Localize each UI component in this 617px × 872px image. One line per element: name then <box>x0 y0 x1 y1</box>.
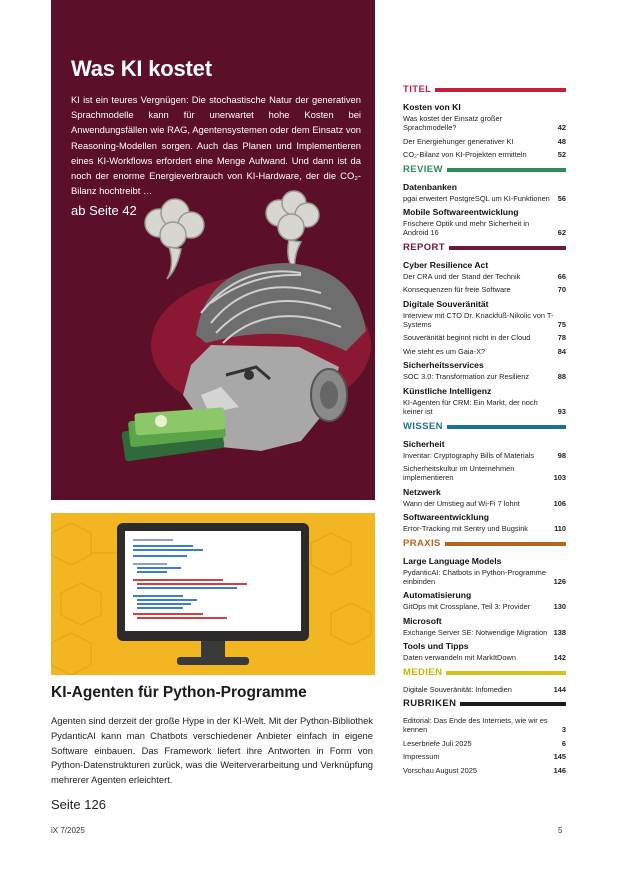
entry-title: Daten verwandeln mit MarkItDown <box>403 653 516 663</box>
toc-entry[interactable] <box>403 219 566 238</box>
entry-page: 84 <box>557 346 566 356</box>
entry-title: Frischere Optik und mehr Sicherheit in Android 16 <box>403 219 530 238</box>
entry-page: 110 <box>554 524 566 534</box>
toc-entry[interactable] <box>403 272 566 281</box>
toc-entry[interactable] <box>403 628 566 637</box>
toc-entry[interactable] <box>403 137 566 146</box>
entry-page: 52 <box>557 150 566 160</box>
toc-entry[interactable] <box>403 602 566 611</box>
article-title[interactable]: KI-Agenten für Python-Programme <box>51 684 307 701</box>
toc-entry[interactable] <box>403 739 566 748</box>
topic-title: Microsoft <box>403 615 442 626</box>
topic-title: Automatisierung <box>403 590 472 601</box>
entry-page: 3 <box>561 725 566 735</box>
entry-title: Was kostet der Einsatz großer Sprachmodelle? <box>403 114 503 133</box>
toc-entry[interactable] <box>403 114 566 133</box>
toc-entry[interactable] <box>403 499 566 508</box>
entry-page: 6 <box>561 738 566 748</box>
entry-title: Inventar: Cryptography Bills of Materials <box>403 450 535 460</box>
entry-title: Digitale Souveränität: Infomedien <box>403 684 512 694</box>
toc-entry[interactable] <box>403 716 566 735</box>
section-label: WISSEN <box>403 421 447 433</box>
entry-title: Sicherheitskultur im Unternehmen implementieren <box>403 463 515 483</box>
entry-page: 138 <box>553 627 566 637</box>
entry-title: Impressum <box>403 752 440 762</box>
entry-title: PydanticAI: Chatbots in Python-Programme einbinden <box>403 567 546 586</box>
topic-title: Kosten von KI <box>403 102 461 112</box>
toc-entry[interactable] <box>403 653 566 662</box>
topic-title: Datenbanken <box>403 181 457 192</box>
entry-title: Editorial: Das Ende des Internets, wie wir es kennen <box>403 715 548 735</box>
toc-entry[interactable] <box>403 150 566 159</box>
topic-title: Digitale Souveränität <box>403 298 489 309</box>
entry-title: Wie steht es um Gaia-X? <box>403 346 486 356</box>
entry-title: KI-Agenten für CRM: Ein Markt, der noch keiner ist <box>403 397 538 417</box>
toc-entry[interactable] <box>403 398 566 417</box>
topic-title: Softwareentwicklung <box>403 512 489 523</box>
toc-entry[interactable] <box>403 524 566 533</box>
entry-page: 130 <box>553 602 566 612</box>
topic-title: Mobile Softwareentwicklung <box>403 207 519 218</box>
toc-entry[interactable] <box>403 568 566 587</box>
issue-label: iX 7/2025 <box>51 826 85 835</box>
cover-story-panel[interactable] <box>51 0 375 500</box>
article-teaser: Agenten sind derzeit der große Hype in der KI-Welt. Mit der Python-Bibliothek PydanticAI kann man Chatbots verschiedener Anbieter einfach in eigene Software einbauen. Das Framework liefert ihre Antworten in Form von Python-Datenstrukturen zurück, was die Weiterverarbeitung und Verknüpfung mehrerer Agenten erleichtert. <box>51 715 373 786</box>
monitor-illustration <box>51 513 375 675</box>
entry-title: Der Energiehunger generativer KI <box>403 136 514 146</box>
entry-page: 78 <box>557 333 566 343</box>
entry-title: Vorschau August 2025 <box>403 765 477 775</box>
toc-entry[interactable] <box>403 451 566 460</box>
entry-title: Interview mit CTO Dr. Knackfuß-Nikolic von T-Systems <box>403 310 554 330</box>
entry-title: GitOps mit Crossplane, Teil 3: Provider <box>403 602 531 612</box>
section-header-review <box>403 164 566 178</box>
entry-page: 42 <box>557 123 566 133</box>
entry-page: 106 <box>553 498 566 508</box>
entry-page: 66 <box>557 271 566 281</box>
topic-title: Large Language Models <box>403 555 502 566</box>
section-header-titel <box>403 84 566 98</box>
entry-title: Error-Tracking mit Sentry und Bugsink <box>403 524 528 534</box>
python-agents-illustration[interactable] <box>51 513 375 675</box>
entry-page: 56 <box>557 193 566 203</box>
entry-page: 126 <box>553 576 566 586</box>
entry-title: Exchange Server SE: Notwendige Migration <box>403 627 548 637</box>
toc-entry[interactable] <box>403 311 566 330</box>
cover-story-title[interactable]: Was KI kostet <box>71 56 212 81</box>
toc-entry[interactable] <box>403 685 566 694</box>
entry-page: 48 <box>557 136 566 146</box>
toc-entry[interactable] <box>403 766 566 775</box>
topic-title: Tools und Tipps <box>403 641 469 652</box>
section-label: PRAXIS <box>403 538 445 550</box>
toc-entry[interactable] <box>403 372 566 381</box>
page-number: 5 <box>558 826 563 835</box>
section-header-report <box>403 242 566 256</box>
entry-title: Der CRA und der Stand der Technik <box>403 271 521 281</box>
cover-story-page-ref[interactable]: ab Seite 42 <box>71 203 137 218</box>
entry-title: Souveränität beginnt nicht in der Cloud <box>403 333 531 343</box>
topic-title: Sicherheitsservices <box>403 360 484 371</box>
head-illustration <box>51 185 375 500</box>
section-header-rubriken <box>403 698 566 712</box>
entry-title: pgai erweitert PostgreSQL um KI-Funktionen <box>403 193 550 203</box>
entry-page: 142 <box>553 653 566 663</box>
entry-page: 70 <box>557 285 566 295</box>
topic-title: Cyber Resilience Act <box>403 259 489 270</box>
entry-title: Wann der Umstieg auf Wi-Fi 7 lohnt <box>403 498 520 508</box>
entry-title: SOC 3.0: Transformation zur Resilienz <box>403 372 530 382</box>
topic-title: Künstliche Intelligenz <box>403 385 492 396</box>
toc-entry[interactable] <box>403 333 566 342</box>
section-label: REVIEW <box>403 164 447 176</box>
entry-title: Konsequenzen für freie Software <box>403 285 511 295</box>
toc-entry[interactable] <box>403 347 566 356</box>
entry-page: 88 <box>557 372 566 382</box>
table-of-contents <box>403 80 566 779</box>
entry-page: 93 <box>557 407 566 417</box>
toc-entry[interactable] <box>403 464 566 483</box>
entry-page: 146 <box>553 765 566 775</box>
section-label: RUBRIKEN <box>403 698 460 710</box>
article-page-ref[interactable]: Seite 126 <box>51 797 106 812</box>
entry-page: 145 <box>553 752 566 762</box>
entry-title: Leserbriefe Juli 2025 <box>403 738 472 748</box>
entry-page: 75 <box>557 320 566 330</box>
topic-title: Sicherheit <box>403 438 445 449</box>
toc-entry[interactable] <box>403 194 566 203</box>
section-label: TITEL <box>403 84 435 96</box>
entry-page: 144 <box>553 684 566 694</box>
toc-entry[interactable] <box>403 285 566 294</box>
entry-page: 62 <box>557 228 566 238</box>
toc-entry[interactable] <box>403 752 566 761</box>
cover-story-teaser: KI ist ein teures Vergnügen: Die stochastische Natur der generativen Sprachmodelle kann für unerwartet hohe Kosten bei Anwendungsfällen wie RAG, Agentensystemen oder dem Einsatz von Reasoning-Modellen sorgen. Auch das Planen und Implementieren eines KI-Workflows erfordert eine Menge Aufwand. Und dann ist da noch der enorme Energieverbrauch von KI-Hardware, der die CO₂-Bilanz hochtreibt … <box>71 94 361 197</box>
section-label: REPORT <box>403 242 449 254</box>
entry-page: 98 <box>557 450 566 460</box>
entry-title: CO₂-Bilanz von KI-Projekten ermitteln <box>403 150 527 160</box>
topic-title: Netzwerk <box>403 486 441 497</box>
section-label: MEDIEN <box>403 667 446 679</box>
entry-page: 103 <box>553 473 566 483</box>
section-header-medien <box>403 667 566 681</box>
section-header-wissen <box>403 421 566 435</box>
section-header-praxis <box>403 538 566 552</box>
